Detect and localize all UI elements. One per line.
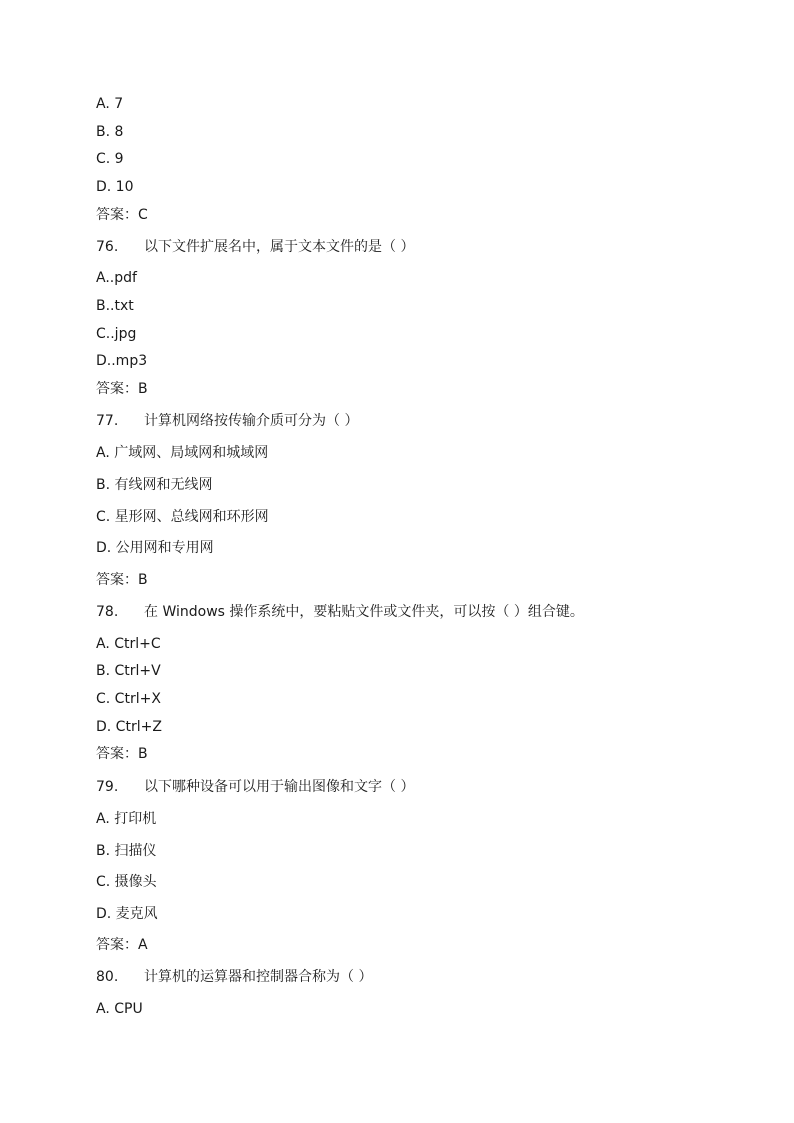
q78-option-b: B. Ctrl+V <box>96 663 161 679</box>
q79-text: 以下哪种设备可以用于输出图像和文字（ ） <box>144 779 415 795</box>
q77-option-d: D. 公用网和专用网 <box>96 540 214 556</box>
q76-option-d: D..mp3 <box>96 353 148 369</box>
q76-option-b: B..txt <box>96 298 134 314</box>
q75-answer: 答案：C <box>96 207 148 223</box>
q78-text: 在 Windows 操作系统中，要粘贴文件或文件夹，可以按（ ）组合键。 <box>144 604 584 620</box>
q76-number: 76. <box>96 239 119 255</box>
q79-option-a: A. 打印机 <box>96 811 157 827</box>
q78-option-c: C. Ctrl+X <box>96 691 161 707</box>
q79-number: 79. <box>96 779 119 795</box>
q77-number: 77. <box>96 413 119 429</box>
q78-answer: 答案：B <box>96 746 148 762</box>
q77-option-b: B. 有线网和无线网 <box>96 477 213 493</box>
q77-option-a: A. 广域网、局域网和城域网 <box>96 445 269 461</box>
q76-text: 以下文件扩展名中，属于文本文件的是（ ） <box>144 239 415 255</box>
q76-option-a: A..pdf <box>96 270 137 286</box>
q79-option-b: B. 扫描仪 <box>96 843 157 859</box>
q77-answer: 答案：B <box>96 572 148 588</box>
q77-question <box>96 411 358 431</box>
q80-text: 计算机的运算器和控制器合称为（ ） <box>144 969 373 985</box>
q75-option-c: C. 9 <box>96 151 124 167</box>
q78-option-d: D. Ctrl+Z <box>96 719 162 735</box>
q79-option-d: D. 麦克风 <box>96 906 158 922</box>
q77-text: 计算机网络按传输介质可分为（ ） <box>144 413 359 429</box>
q76-question <box>96 237 414 257</box>
q75-option-a: A. 7 <box>96 96 124 112</box>
q75-option-b: B. 8 <box>96 124 124 140</box>
q75-option-d: D. 10 <box>96 179 134 195</box>
q79-answer: 答案：A <box>96 937 148 953</box>
q77-option-c: C. 星形网、总线网和环形网 <box>96 509 269 525</box>
q78-number: 78. <box>96 604 119 620</box>
q78-question <box>96 602 584 622</box>
q80-option-a: A. CPU <box>96 1001 143 1017</box>
q76-option-c: C..jpg <box>96 326 137 342</box>
q79-question <box>96 777 414 797</box>
q78-option-a: A. Ctrl+C <box>96 636 161 652</box>
q76-answer: 答案：B <box>96 381 148 397</box>
q80-number: 80. <box>96 969 119 985</box>
q79-option-c: C. 摄像头 <box>96 874 157 890</box>
q80-question <box>96 967 372 987</box>
